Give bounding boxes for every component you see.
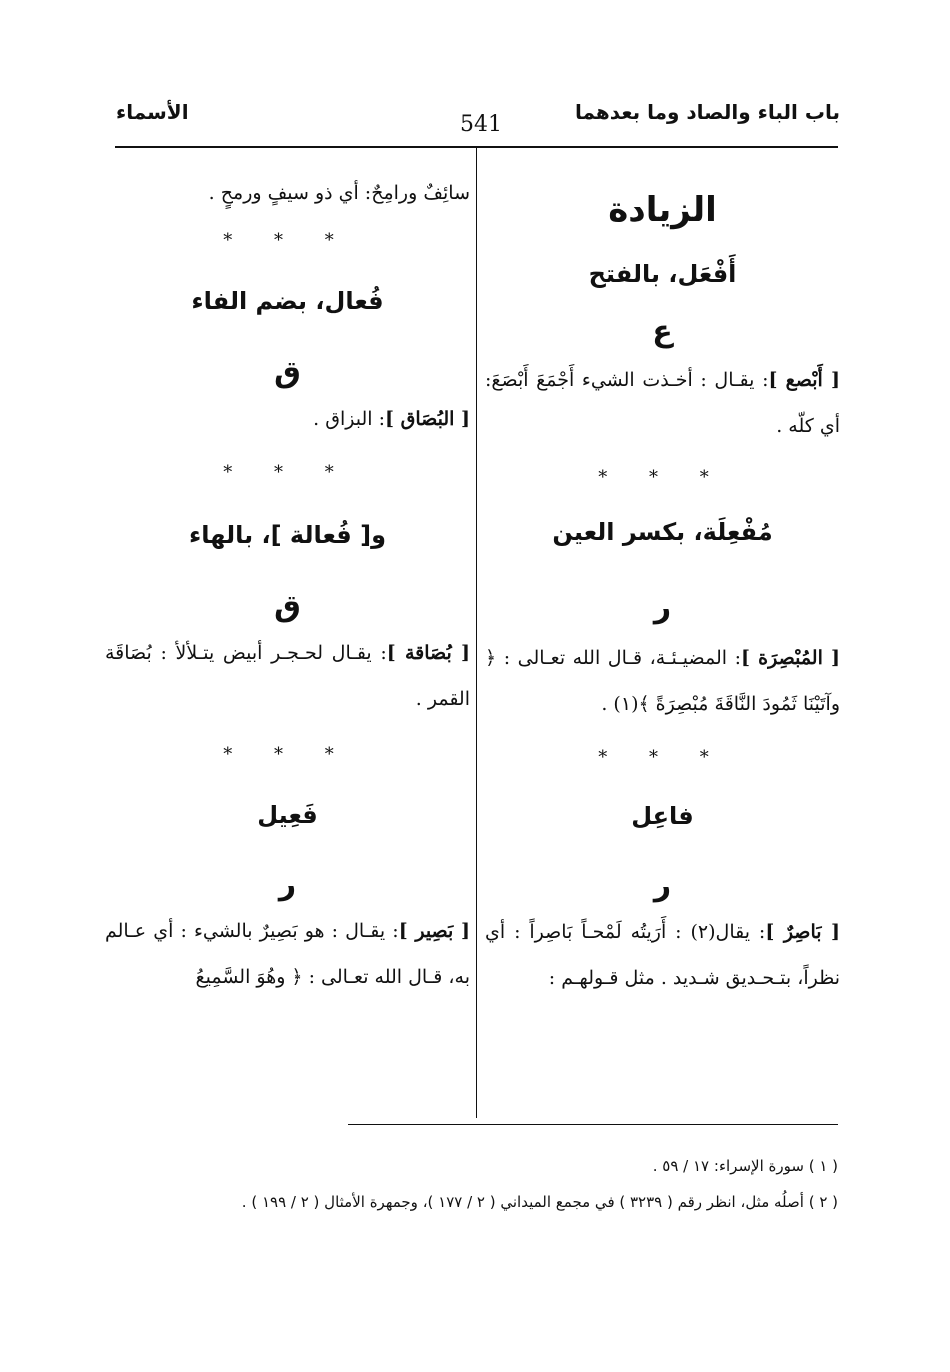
entry-definition: : المضيـئـة، قـال الله تعـالى : ﴿ وآتَيْنَا ثَمُودَ النَّاقَةَ مُبْصِرَةً ﴾(١) . xyxy=(485,647,840,715)
entry-paragraph xyxy=(485,357,840,449)
pattern-heading: مُفْعِلَة، بكسر العين xyxy=(552,518,773,546)
footnote-2: ( ٢ ) أصلُه مثل، انظر رقم ( ٣٢٣٩ ) في مجمع الميداني ( ٢ / ١٧٧ )، وجمهرة الأمثال ( ٢ / ١٩٩ ) . xyxy=(241,1193,838,1211)
root-letter: ق xyxy=(274,589,301,624)
entry-definition: : البزاق . xyxy=(313,408,385,430)
running-header-section: الأسماء xyxy=(116,100,189,124)
entry-paragraph xyxy=(485,635,840,727)
entry-continuation: سائِفٌ ورامِحٌ: أي ذو سيفٍ ورمحٍ . xyxy=(208,182,470,204)
entry-headword: [ بُصَاقة ] xyxy=(386,642,470,664)
section-title: الزيادة xyxy=(608,190,717,230)
entry-paragraph xyxy=(105,908,470,1000)
entry-headword: [ البُصَاق ] xyxy=(384,408,470,430)
footnotes xyxy=(198,1148,838,1220)
page-number: 541 xyxy=(460,112,502,137)
right-column xyxy=(485,170,840,1001)
root-letter: ر xyxy=(653,868,672,903)
entry-paragraph xyxy=(105,396,470,442)
root-letter: ر xyxy=(278,867,297,902)
root-letter: ق xyxy=(274,355,301,390)
section-separator: * * * xyxy=(223,462,352,483)
entry-headword: [ بَاصِرٌ ] xyxy=(765,921,840,943)
entry-paragraph xyxy=(105,630,470,722)
footnote-1: ( ١ ) سورة الإسراء: ١٧ / ٥٩ . xyxy=(652,1157,838,1175)
section-separator: * * * xyxy=(598,747,727,768)
root-letter: ر xyxy=(653,590,672,625)
section-separator: * * * xyxy=(598,467,727,488)
pattern-heading: فَعِيل xyxy=(257,801,318,829)
entry-definition: : يقـال : أخـذت الشيء أَجْمَعَ أَبْصَعَ: أي كلّه . xyxy=(485,369,840,437)
entry-definition: : يقال(٢) : أَرَيتُه لَمْحـاً بَاصِراً : أي نظراً، بتـحـديق شـديد . مثل قـولهـم : xyxy=(485,921,840,989)
section-separator: * * * xyxy=(223,744,352,765)
left-column xyxy=(105,170,470,1000)
entry-definition: : يقـال لحـجـر أبيض يتـلألأ : بُصَاقَة القمر . xyxy=(105,642,470,710)
entry-headword: [ المُبْصِرَة ] xyxy=(741,647,840,669)
column-divider xyxy=(476,148,477,1118)
entry-headword: [ بَصِير ] xyxy=(398,920,470,942)
entry-headword: [ أَبْصع ] xyxy=(768,369,841,391)
root-letter: ع xyxy=(652,314,673,349)
pattern-heading: فُعال، بضم الفاء xyxy=(191,287,384,315)
entry-paragraph xyxy=(485,909,840,1001)
running-header-chapter: باب الباء والصاد وما بعدهما xyxy=(575,100,840,124)
pattern-heading: و[ فُعالة ]، بالهاء xyxy=(188,521,387,549)
pattern-heading: أَفْعَل، بالفتح xyxy=(588,260,737,288)
footnote-rule xyxy=(348,1124,838,1125)
section-separator: * * * xyxy=(223,230,352,251)
pattern-heading: فاعِل xyxy=(631,802,694,830)
entry-definition: : يقـال : هو بَصِيرٌ بالشيء : أي عـالم به، قـال الله تعـالى : ﴿ وهُوَ السَّمِيعُ xyxy=(105,920,470,988)
